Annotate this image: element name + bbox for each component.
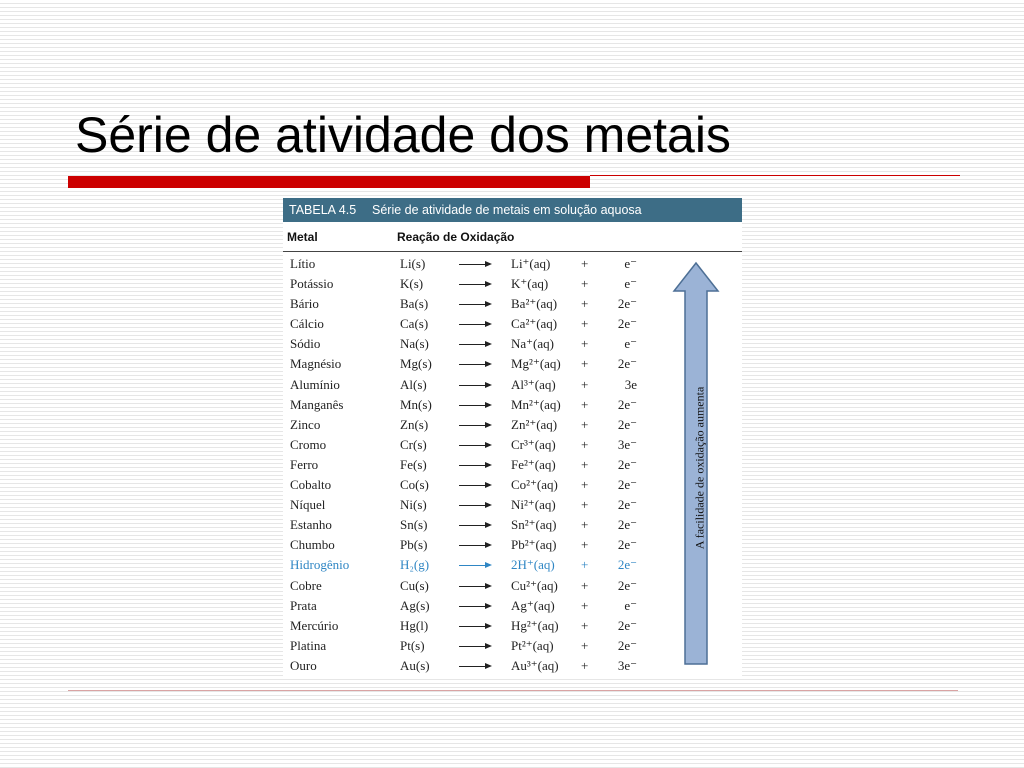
metal-name: Bário <box>290 296 319 312</box>
plus-sign: + <box>581 436 589 452</box>
metal-name: Zinco <box>290 416 321 432</box>
reactant: H₂(g) <box>400 557 430 573</box>
metal-name: Cobre <box>290 577 322 593</box>
electrons: e⁻ <box>624 276 637 292</box>
metal-name: Prata <box>290 597 317 613</box>
reactant: Sn(s) <box>400 517 428 533</box>
product-ion: K⁺(aq) <box>511 276 549 292</box>
table-caption: Série de atividade de metais em solução aquosa <box>372 203 642 217</box>
plus-sign: + <box>581 617 589 633</box>
plus-sign: + <box>581 356 589 372</box>
product-ion: Au³⁺(aq) <box>511 657 559 673</box>
plus-sign: + <box>581 376 589 392</box>
product-ion: Mn²⁺(aq) <box>511 396 561 412</box>
title-underline-rule <box>590 175 960 176</box>
electrons: 2e⁻ <box>617 637 637 653</box>
reactant: Cu(s) <box>400 577 429 593</box>
electrons: 2e⁻ <box>617 477 637 493</box>
reactant: Ca(s) <box>400 316 429 332</box>
reactant: K(s) <box>400 276 424 292</box>
reactant: Co(s) <box>400 477 429 493</box>
product-ion: Al³⁺(aq) <box>511 376 556 392</box>
oxidation-ease-label: A facilidade de oxidação aumenta <box>692 386 707 550</box>
electrons: 2e⁻ <box>617 557 637 573</box>
electrons: 2e⁻ <box>617 537 637 553</box>
electrons: 3e⁻ <box>617 436 637 452</box>
table-header <box>283 198 742 222</box>
metal-name: Hidrogênio <box>290 557 350 573</box>
electrons: 2e⁻ <box>617 617 637 633</box>
activity-series-table <box>283 198 742 676</box>
metal-name: Mercúrio <box>290 617 339 633</box>
plus-sign: + <box>581 477 589 493</box>
plus-sign: + <box>581 336 589 352</box>
plus-sign: + <box>581 276 589 292</box>
column-header-metal: Metal <box>287 230 318 244</box>
metal-name: Potássio <box>290 276 334 292</box>
reactant: Ag(s) <box>400 597 430 613</box>
product-ion: Na⁺(aq) <box>511 336 554 352</box>
electrons: e⁻ <box>624 256 637 271</box>
metal-name: Cobalto <box>290 477 332 493</box>
metal-name: Cálcio <box>290 316 324 332</box>
metal-name: Ouro <box>290 657 317 673</box>
metal-name: Platina <box>290 637 327 653</box>
product-ion: Ni²⁺(aq) <box>511 497 556 513</box>
product-ion: Cr³⁺(aq) <box>511 436 556 452</box>
reactant: Cr(s) <box>400 436 427 452</box>
product-ion: Cu²⁺(aq) <box>511 577 558 593</box>
reactant: Pb(s) <box>400 537 428 553</box>
metal-name: Níquel <box>290 497 326 513</box>
electrons: 3e <box>624 376 637 392</box>
plus-sign: + <box>581 577 589 593</box>
slide-title: Série de atividade dos metais <box>75 107 731 163</box>
product-ion: 2H⁺(aq) <box>511 557 555 573</box>
reactant: Hg(l) <box>400 617 429 633</box>
product-ion: Sn²⁺(aq) <box>511 517 557 533</box>
reactant: Ni(s) <box>400 497 427 513</box>
reactant: Li(s) <box>400 256 426 271</box>
column-header-reaction: Reação de Oxidação <box>397 230 515 244</box>
reactant: Pt(s) <box>400 637 425 653</box>
reactant: Ba(s) <box>400 296 429 312</box>
reactant: Fe(s) <box>400 456 427 472</box>
electrons: 2e⁻ <box>617 316 637 332</box>
electrons: 2e⁻ <box>617 577 637 593</box>
reactant: Au(s) <box>400 657 430 673</box>
electrons: e⁻ <box>624 336 637 352</box>
product-ion: Ba²⁺(aq) <box>511 296 558 312</box>
product-ion: Ag⁺(aq) <box>511 597 555 613</box>
electrons: 2e⁻ <box>617 396 637 412</box>
plus-sign: + <box>581 456 589 472</box>
metal-name: Cromo <box>290 436 327 452</box>
metal-name: Magnésio <box>290 356 342 372</box>
product-ion: Mg²⁺(aq) <box>511 356 561 372</box>
reactant: Al(s) <box>400 376 427 392</box>
metal-name: Ferro <box>290 456 319 472</box>
title-underline-bar <box>68 176 590 188</box>
plus-sign: + <box>581 657 589 673</box>
metal-name: Sódio <box>290 336 321 352</box>
reactant: Zn(s) <box>400 416 429 432</box>
plus-sign: + <box>581 396 589 412</box>
plus-sign: + <box>581 517 589 533</box>
reactant: Na(s) <box>400 336 429 352</box>
metal-name: Manganês <box>290 396 344 412</box>
metal-name: Lítio <box>290 256 316 271</box>
reactant: Mn(s) <box>400 396 432 412</box>
plus-sign: + <box>581 316 589 332</box>
product-ion: Pb²⁺(aq) <box>511 537 557 553</box>
product-ion: Co²⁺(aq) <box>511 477 558 493</box>
product-ion: Fe²⁺(aq) <box>511 456 556 472</box>
reactant: Mg(s) <box>400 356 432 372</box>
electrons: 2e⁻ <box>617 456 637 472</box>
table-number: TABELA 4.5 <box>289 203 357 217</box>
electrons: 2e⁻ <box>617 296 637 312</box>
plus-sign: + <box>581 597 589 613</box>
electrons: e⁻ <box>624 597 637 613</box>
electrons: 2e⁻ <box>617 356 637 372</box>
footer-rule <box>68 690 958 691</box>
product-ion: Ca²⁺(aq) <box>511 316 558 332</box>
plus-sign: + <box>581 416 589 432</box>
metal-name: Estanho <box>290 517 332 533</box>
plus-sign: + <box>581 557 589 573</box>
header-rule <box>283 251 742 252</box>
metal-name: Chumbo <box>290 537 335 553</box>
electrons: 3e⁻ <box>617 657 637 673</box>
plus-sign: + <box>581 637 589 653</box>
electrons: 2e⁻ <box>617 497 637 513</box>
metal-name: Alumínio <box>290 376 340 392</box>
plus-sign: + <box>581 256 589 271</box>
electrons: 2e⁻ <box>617 517 637 533</box>
product-ion: Hg²⁺(aq) <box>511 617 559 633</box>
plus-sign: + <box>581 537 589 553</box>
product-ion: Pt²⁺(aq) <box>511 637 554 653</box>
plus-sign: + <box>581 296 589 312</box>
electrons: 2e⁻ <box>617 416 637 432</box>
plus-sign: + <box>581 497 589 513</box>
product-ion: Zn²⁺(aq) <box>511 416 558 432</box>
product-ion: Li⁺(aq) <box>511 256 551 271</box>
